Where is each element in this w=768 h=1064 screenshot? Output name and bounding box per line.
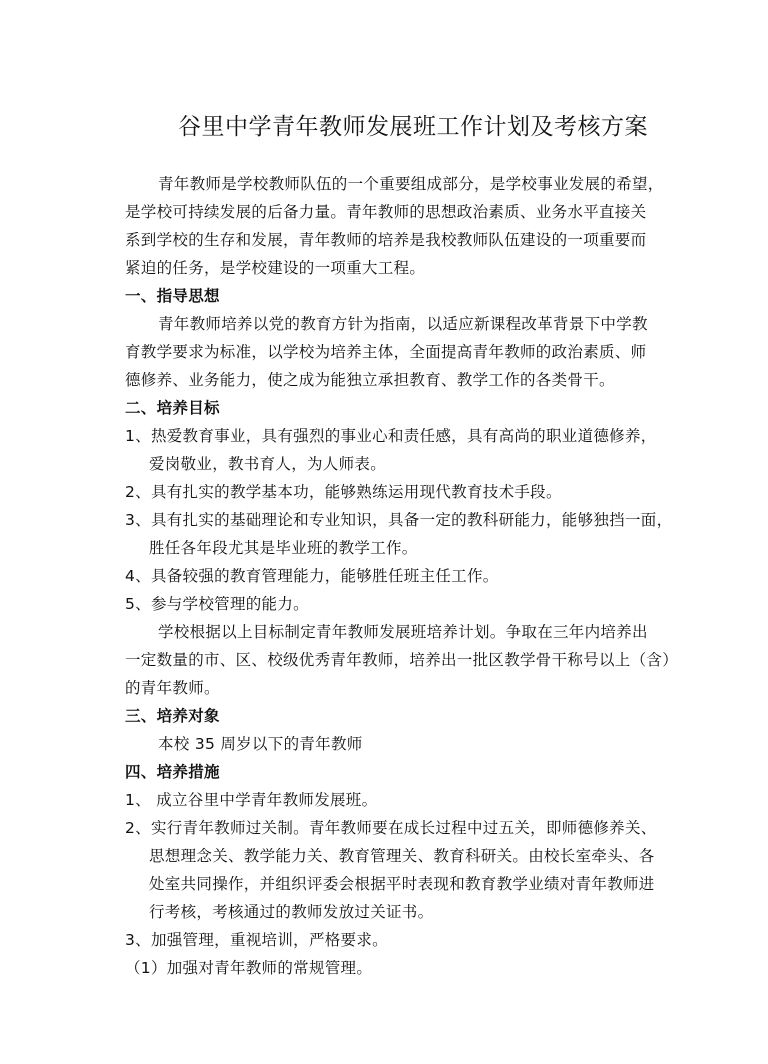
paragraph-line: 一定数量的市、区、校级优秀青年教师，培养出一批区教学骨干称号以上（含） (125, 651, 679, 669)
intro-line: 紧迫的任务，是学校建设的一项重大工程。 (125, 259, 426, 277)
list-item: （1）加强对青年教师的常规管理。 (125, 959, 373, 977)
section-heading: 一、指导思想 (125, 287, 220, 305)
list-item: 2、实行青年教师过关制。青年教师要在成长过程中过五关，即师德修养关、 (125, 819, 657, 837)
list-item: 5、参与学校管理的能力。 (125, 595, 309, 613)
paragraph-line: 本校 35 周岁以下的青年教师 (158, 735, 363, 753)
document-title: 谷里中学青年教师发展班工作计划及考核方案 (178, 114, 648, 140)
intro-line: 是学校可持续发展的后备力量。青年教师的思想政治素质、业务水平直接关 (125, 203, 647, 221)
list-item-continuation: 爱岗敬业，教书育人，为人师表。 (149, 455, 387, 473)
intro-line: 青年教师是学校教师队伍的一个重要组成部分，是学校事业发展的希望， (158, 175, 664, 193)
list-item: 3、具有扎实的基础理论和专业知识，具备一定的教科研能力，能够独挡一面， (125, 511, 673, 529)
paragraph-line: 青年教师培养以党的教育方针为指南，以适应新课程改革背景下中学教 (158, 315, 648, 333)
list-item-continuation: 处室共同操作，并组织评委会根据平时表现和教育教学业绩对青年教师进 (149, 875, 655, 893)
list-item-continuation: 胜任各年段尤其是毕业班的教学工作。 (149, 539, 418, 557)
list-item: 1、 成立谷里中学青年教师发展班。 (125, 791, 378, 809)
section-heading: 二、培养目标 (125, 399, 220, 417)
paragraph-line: 学校根据以上目标制定青年教师发展班培养计划。争取在三年内培养出 (158, 623, 648, 641)
paragraph-line: 德修养、业务能力，使之成为能独立承担教育、教学工作的各类骨干。 (125, 371, 615, 389)
list-item: 3、加强管理，重视培训，严格要求。 (125, 931, 388, 949)
paragraph-line: 育教学要求为标准，以学校为培养主体，全面提高青年教师的政治素质、师 (125, 343, 647, 361)
section-heading: 四、培养措施 (125, 763, 220, 781)
intro-line: 系到学校的生存和发展，青年教师的培养是我校教师队伍建设的一项重要而 (125, 231, 647, 249)
list-item: 2、具有扎实的教学基本功，能够熟练运用现代教育技术手段。 (125, 483, 562, 501)
paragraph-line: 的青年教师。 (125, 679, 220, 697)
list-item-continuation: 行考核，考核通过的教师发放过关证书。 (149, 903, 434, 921)
section-heading: 三、培养对象 (125, 707, 220, 725)
list-item: 1、热爱教育事业，具有强烈的事业心和责任感，具有高尚的职业道德修养， (125, 427, 657, 445)
list-item-continuation: 思想理念关、教学能力关、教育管理关、教育科研关。由校长室牵头、各 (149, 847, 655, 865)
list-item: 4、具备较强的教育管理能力，能够胜任班主任工作。 (125, 567, 499, 585)
